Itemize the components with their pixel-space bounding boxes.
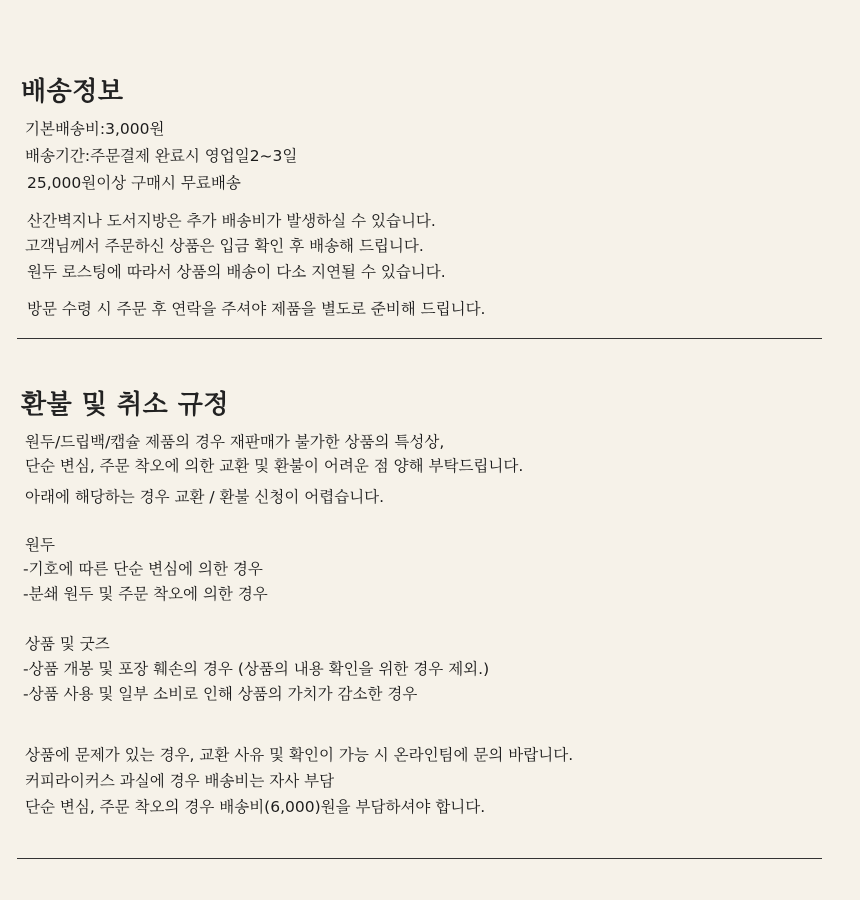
pickup-note: 방문 수령 시 주문 후 연락을 주셔야 제품을 별도로 준비해 드립니다. <box>27 300 486 318</box>
list-item: -분쇄 원두 및 주문 착오에 의한 경우 <box>23 585 268 603</box>
refund-notice: 아래에 해당하는 경우 교환 / 환불 신청이 어렵습니다. <box>25 488 385 506</box>
refund-intro: 단순 변심, 주문 착오에 의한 교환 및 환불이 어려운 점 양해 부탁드립니다. <box>25 457 524 475</box>
beans-heading: 원두 <box>25 536 55 554</box>
goods-heading: 상품 및 굿즈 <box>25 635 110 653</box>
refund-footer: 단순 변심, 주문 착오의 경우 배송비(6,000)원을 부담하셔야 합니다. <box>25 798 486 816</box>
shipping-title: 배송정보 <box>21 77 124 107</box>
shipping-note: 산간벽지나 도서지방은 추가 배송비가 발생하실 수 있습니다. <box>27 212 436 230</box>
shipping-fee: 기본배송비:3,000원 <box>25 120 165 138</box>
shipping-note: 고객님께서 주문하신 상품은 입금 확인 후 배송해 드립니다. <box>25 237 424 255</box>
shipping-period: 배송기간:주문결제 완료시 영업일2~3일 <box>25 147 298 165</box>
refund-intro: 원두/드립백/캡슐 제품의 경우 재판매가 불가한 상품의 특성상, <box>25 433 445 451</box>
refund-title: 환불 및 취소 규정 <box>21 390 229 420</box>
free-shipping-condition: 25,000원이상 구매시 무료배송 <box>27 174 241 192</box>
section-divider <box>17 858 822 859</box>
shipping-note: 원두 로스팅에 따라서 상품의 배송이 다소 지연될 수 있습니다. <box>27 263 446 281</box>
refund-footer: 커피라이커스 과실에 경우 배송비는 자사 부담 <box>25 772 335 790</box>
section-divider <box>17 338 822 339</box>
list-item: -상품 사용 및 일부 소비로 인해 상품의 가치가 감소한 경우 <box>23 685 418 703</box>
list-item: -기호에 따른 단순 변심에 의한 경우 <box>23 560 263 578</box>
list-item: -상품 개봉 및 포장 훼손의 경우 (상품의 내용 확인을 위한 경우 제외.) <box>23 660 490 678</box>
refund-footer: 상품에 문제가 있는 경우, 교환 사유 및 확인이 가능 시 온라인팀에 문의 바랍니다. <box>25 746 574 764</box>
